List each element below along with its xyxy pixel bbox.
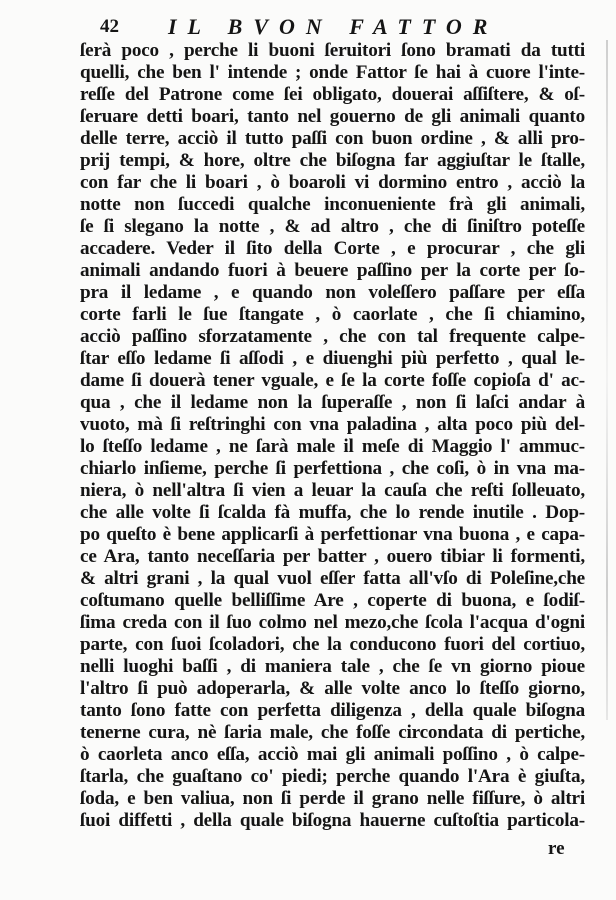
text-line: po queſto è bene applicarſi à perfettionar vna buona , e capa-	[80, 524, 585, 545]
page-number: 42	[100, 16, 119, 37]
text-line: chiarlo inſieme, perche ſi perfettiona , che coſi, ò in vna ma-	[80, 458, 585, 479]
catchword: re	[548, 838, 565, 859]
text-line: ſerà poco , perche li buoni ſeruitori ſono bramati da tutti	[80, 40, 585, 61]
text-line: quelli, che ben l' intende ; onde Fattor ſe hai à cuore l'inte-	[80, 62, 585, 83]
text-line: ſima creda con il ſuo colmo nel mezo,che ſcola l'acqua d'ogni	[80, 612, 585, 633]
text-line: accadere. Veder il ſito della Corte , e procurar , che gli	[80, 238, 585, 259]
text-line: parte, con ſuoi ſcoladori, che la conducono fuori del cortiuo,	[80, 634, 585, 655]
text-line: tanto ſono fatte con perfetta diligenza , della quale biſogna	[80, 700, 585, 721]
text-line: delle terre, acciò il tutto paſſi con buon ordine , & alli pro-	[80, 128, 585, 149]
text-line: che alle volte ſi ſcalda fà muffa, che lo rende inutile . Dop-	[80, 502, 585, 523]
text-line: tenerne cura, nè ſaria male, che foſſe circondata di pertiche,	[80, 722, 585, 743]
text-line: dame ſi douerà tener vguale, e ſe la corte foſſe copioſa d' ac-	[80, 370, 585, 391]
text-line: nelli luoghi baſſi , di maniera tale , che ſe vn giorno pioue	[80, 656, 585, 677]
running-title: IL BVON FATTOR	[168, 14, 499, 39]
text-line: ſoda, e ben valiua, non ſi perde il grano nelle fiſſure, ò altri	[80, 788, 585, 809]
text-line: acciò paſſino sforzatamente , che con tal frequente calpe-	[80, 326, 585, 347]
text-line: lo ſteſſo ledame , ne ſarà male il meſe di Maggio l' ammuc-	[80, 436, 585, 457]
text-line: ſtar eſſo ledame ſi aſſodi , e diuenghi più perfetto , qual le-	[80, 348, 585, 369]
text-line: ce Ara, tanto neceſſaria per batter , ouero tibiar li formenti,	[80, 546, 585, 567]
text-line: l'altro ſi può adoperarla, & alle volte anco lo ſteſſo giorno,	[80, 678, 585, 699]
body-text	[80, 40, 585, 832]
text-line: ſe ſi slegano la notte , & ad altro , che di ſiniſtro poteſſe	[80, 216, 585, 237]
text-line: & altri grani , la qual vuol eſſer fatta all'vſo di Poleſine,che	[80, 568, 585, 589]
running-head	[80, 14, 585, 40]
text-line: con far che li boari , ò boaroli vi dormino entro , acciò la	[80, 172, 585, 193]
text-line: ſtarla, che guaſtano co' piedi; perche quando l'Ara è giuſta,	[80, 766, 585, 787]
text-line: notte non ſuccedi qualche inconueniente frà gli animali,	[80, 194, 585, 215]
text-line: qua , che il ledame non la ſuperaſſe , non ſi laſci andar à	[80, 392, 585, 413]
text-line: niera, ò nell'altra ſi vien a leuar la cauſa che reſti ſolleuato,	[80, 480, 585, 501]
page-edge	[606, 40, 608, 720]
text-line: ſuoi diffetti , della quale biſogna hauerne cuſtoſtia particola-	[80, 810, 585, 831]
text-line: ò caorleta anco eſſa, acciò mai gli animali poſſino , ò calpe-	[80, 744, 585, 765]
text-line: vuoto, mà ſi reſtringhi con vna paladina , alta poco più del-	[80, 414, 585, 435]
text-line: coſtumano quelle belliſſime Are , coperte di buona, e ſodiſ-	[80, 590, 585, 611]
text-line: ſeruare detti boari, tanto nel gouerno de gli animali quanto	[80, 106, 585, 127]
text-line: animali andando fuori à beuere paſſino per la corte per ſo-	[80, 260, 585, 281]
text-line: prij tempi, & hore, oltre che biſogna far aggiuſtar le ſtalle,	[80, 150, 585, 171]
text-line: corte farli le ſue ſtangate , ò caorlate , che ſi chiamino,	[80, 304, 585, 325]
text-line: pra il ledame , e quando non voleſſero paſſare per eſſa	[80, 282, 585, 303]
text-line: reſſe del Patrone come ſei obligato, douerai aſſiſtere, & oſ-	[80, 84, 585, 105]
